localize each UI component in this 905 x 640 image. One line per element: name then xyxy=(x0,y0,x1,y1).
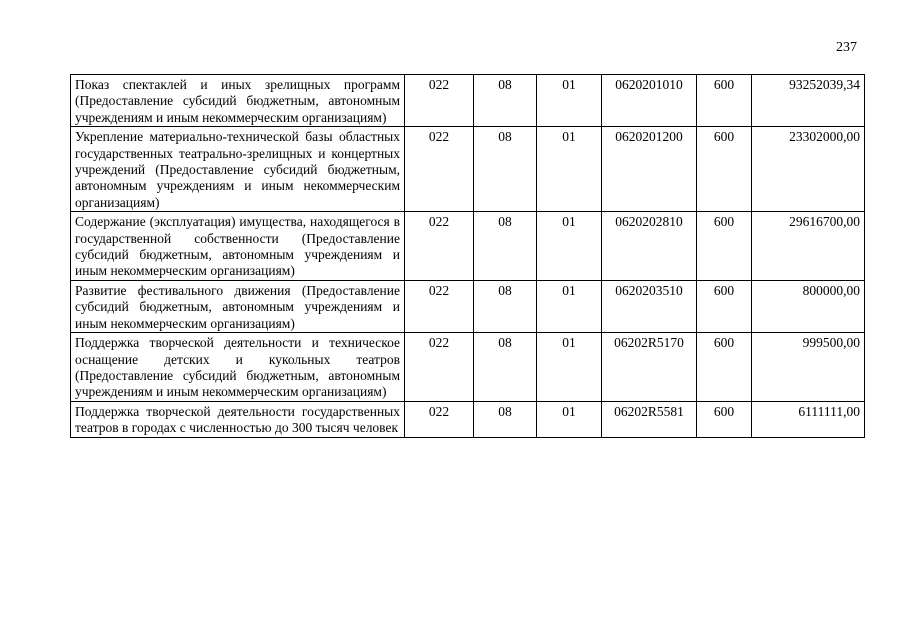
ministry-code: 022 xyxy=(405,75,474,127)
expense-type-code: 600 xyxy=(697,212,752,281)
ministry-code: 022 xyxy=(405,127,474,212)
row-description: Содержание (эксплуатация) имущества, находящегося в государственной собственности (Предоставление субсидий бюджетным, автономным учреждениям и иным некоммерческим организациям) xyxy=(71,212,405,281)
row-description: Развитие фестивального движения (Предоставление субсидий бюджетным, автономным учреждениям и иным некоммерческим организациям) xyxy=(71,280,405,332)
table-row xyxy=(71,212,865,281)
subsection-code: 01 xyxy=(537,333,602,402)
target-article-code: 0620202810 xyxy=(602,212,697,281)
target-article-code: 06202R5170 xyxy=(602,333,697,402)
ministry-code: 022 xyxy=(405,212,474,281)
expense-type-code: 600 xyxy=(697,75,752,127)
expense-type-code: 600 xyxy=(697,280,752,332)
amount: 800000,00 xyxy=(752,280,865,332)
section-code: 08 xyxy=(474,401,537,437)
expense-type-code: 600 xyxy=(697,127,752,212)
section-code: 08 xyxy=(474,333,537,402)
ministry-code: 022 xyxy=(405,333,474,402)
subsection-code: 01 xyxy=(537,127,602,212)
table-row xyxy=(71,280,865,332)
subsection-code: 01 xyxy=(537,401,602,437)
row-description: Поддержка творческой деятельности и техническое оснащение детских и кукольных театров (Предоставление субсидий бюджетным, автономным учреждениям и иным некоммерческим организациям) xyxy=(71,333,405,402)
expense-type-code: 600 xyxy=(697,333,752,402)
expense-type-code: 600 xyxy=(697,401,752,437)
subsection-code: 01 xyxy=(537,280,602,332)
page-number: 237 xyxy=(836,40,857,55)
section-code: 08 xyxy=(474,212,537,281)
amount: 23302000,00 xyxy=(752,127,865,212)
table-row xyxy=(71,75,865,127)
target-article-code: 0620201200 xyxy=(602,127,697,212)
target-article-code: 06202R5581 xyxy=(602,401,697,437)
budget-table xyxy=(70,74,865,438)
ministry-code: 022 xyxy=(405,401,474,437)
table-row xyxy=(71,401,865,437)
table-row xyxy=(71,127,865,212)
subsection-code: 01 xyxy=(537,212,602,281)
row-description: Поддержка творческой деятельности государственных театров в городах с численностью до 300 тысяч человек xyxy=(71,401,405,437)
amount: 6111111,00 xyxy=(752,401,865,437)
ministry-code: 022 xyxy=(405,280,474,332)
section-code: 08 xyxy=(474,127,537,212)
amount: 29616700,00 xyxy=(752,212,865,281)
target-article-code: 0620203510 xyxy=(602,280,697,332)
table-row xyxy=(71,333,865,402)
row-description: Укрепление материально-технической базы областных государственных театрально-зрелищных и концертных учреждений (Предоставление субсидий бюджетным, автономным учреждениям и иным некоммерческим организациям) xyxy=(71,127,405,212)
section-code: 08 xyxy=(474,280,537,332)
target-article-code: 0620201010 xyxy=(602,75,697,127)
row-description: Показ спектаклей и иных зрелищных программ (Предоставление субсидий бюджетным, автономным учреждениям и иным некоммерческим организациям) xyxy=(71,75,405,127)
section-code: 08 xyxy=(474,75,537,127)
amount: 93252039,34 xyxy=(752,75,865,127)
subsection-code: 01 xyxy=(537,75,602,127)
amount: 999500,00 xyxy=(752,333,865,402)
